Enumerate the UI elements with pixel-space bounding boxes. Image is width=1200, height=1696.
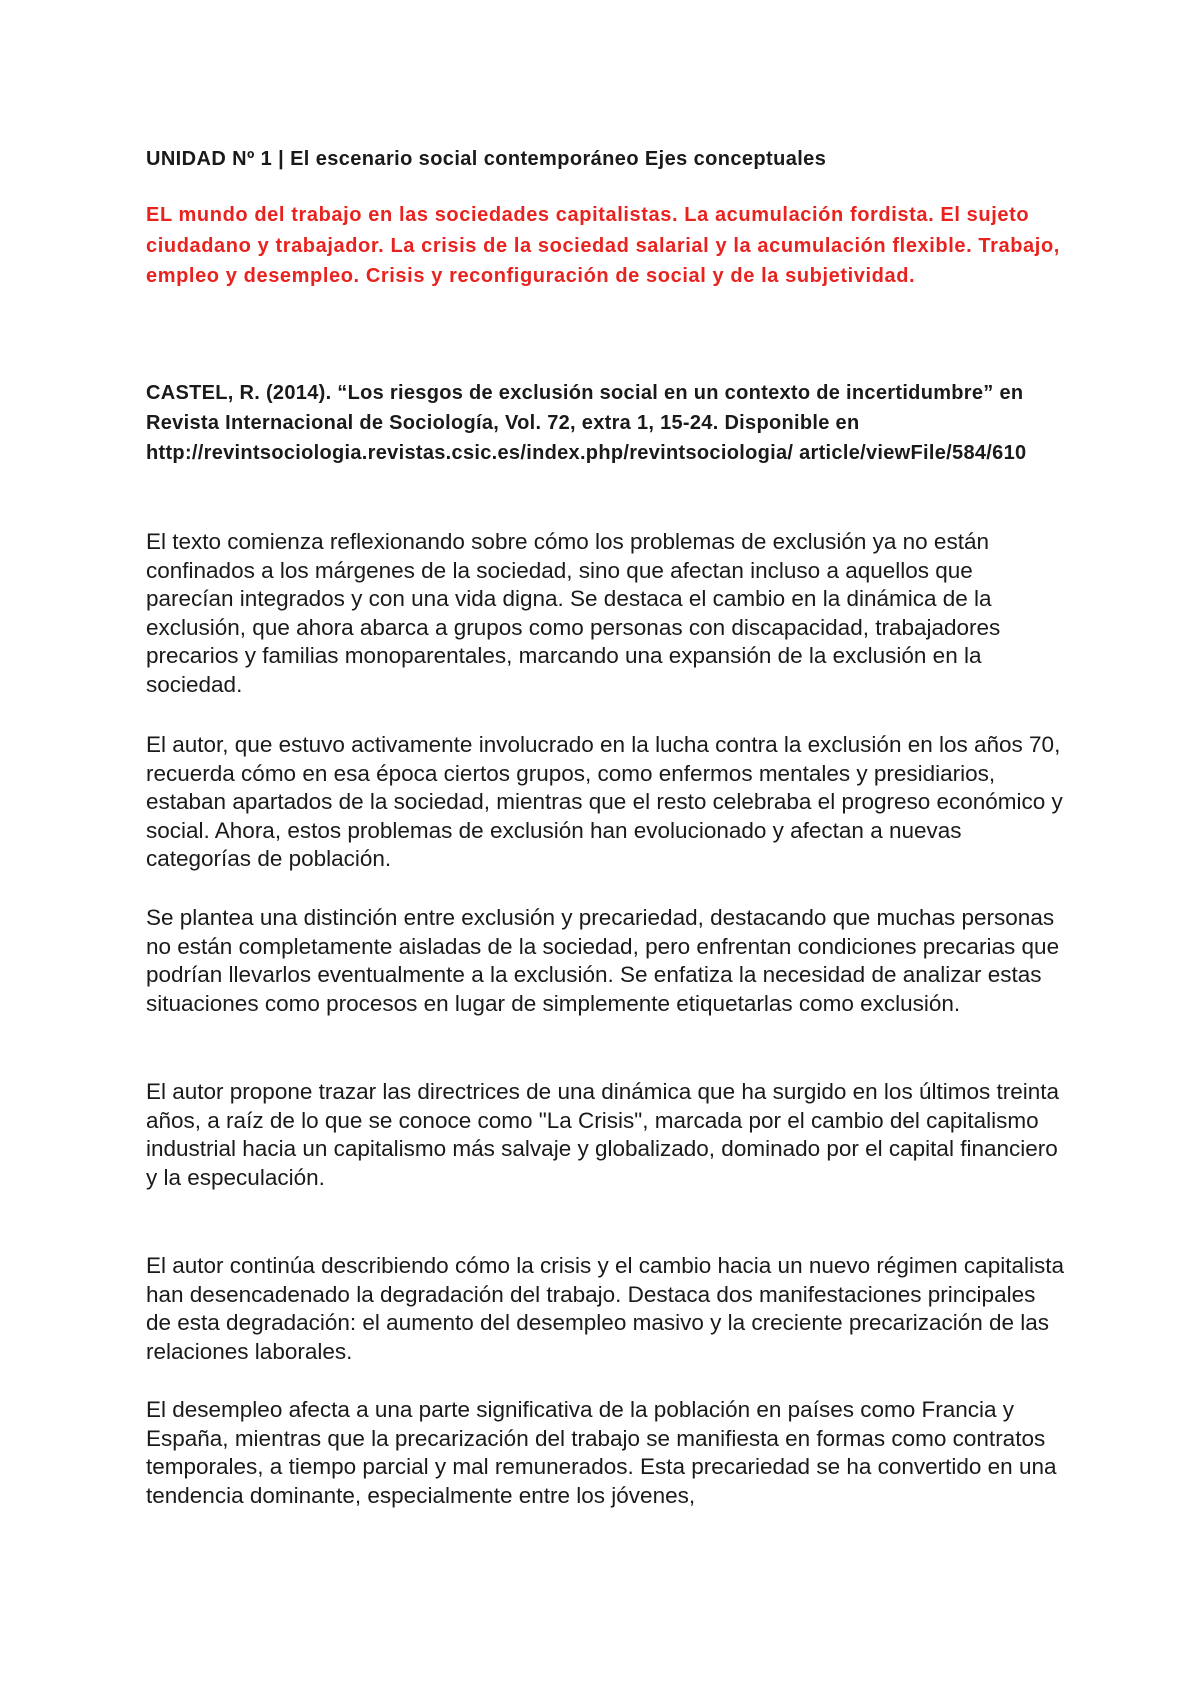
body-paragraph-6: El desempleo afecta a una parte significativa de la población en países como Francia y España, mientras que la precarización del trabajo se manifiesta en formas como contratos temporales, a tiempo parcial y mal remunerados. Esta precariedad se ha convertido en una tendencia dominante, especialmente entre los jóvenes, xyxy=(146,1397,1057,1508)
body-paragraph-5: El autor continúa describiendo cómo la crisis y el cambio hacia un nuevo régimen capitalista han desencadenado la degradación del trabajo. Destaca dos manifestaciones principales de esta degradación: el aumento del desempleo masivo y la creciente precarización de las relaciones laborales. xyxy=(146,1253,1064,1364)
body-paragraph-4: El autor propone trazar las directrices de una dinámica que ha surgido en los últimos treinta años, a raíz de lo que se conoce como "La Crisis", marcada por el cambio del capitalismo industrial hacia un capitalismo más salvaje y globalizado, dominado por el capital financiero y la especulación. xyxy=(146,1079,1059,1190)
body-paragraph-2: El autor, que estuvo activamente involucrado en la lucha contra la exclusión en los años 70, recuerda cómo en esa época ciertos grupos, como enfermos mentales y presidiarios, estaban apartados de la sociedad, mientras que el resto celebraba el progreso económico y social. Ahora, estos problemas de exclusión han evolucionado y afectan a nuevas categorías de población. xyxy=(146,732,1063,871)
unit-title: UNIDAD Nº 1 | El escenario social contemporáneo Ejes conceptuales xyxy=(146,148,827,170)
unit-topics: EL mundo del trabajo en las sociedades capitalistas. La acumulación fordista. El sujeto ciudadano y trabajador. La crisis de la sociedad salarial y la acumulación flexible. Trabajo, empleo y desempleo. Crisis y reconfiguración de social y de la subjetividad. xyxy=(146,204,1060,287)
bibliographic-reference: CASTEL, R. (2014). “Los riesgos de exclusión social en un contexto de incertidumbre” en Revista Internacional de Sociología, Vol. 72, extra 1, 15-24. Disponible en http://revintsociologia.revistas.csic.es/index.php/revintsociologia/ article/viewFile/584/610 xyxy=(146,382,1027,464)
body-paragraph-3: Se plantea una distinción entre exclusión y precariedad, destacando que muchas personas no están completamente aisladas de la sociedad, pero enfrentan condiciones precarias que podrían llevarlos eventualmente a la exclusión. Se enfatiza la necesidad de analizar estas situaciones como procesos en lugar de simplemente etiquetarlas como exclusión. xyxy=(146,905,1060,1016)
body-paragraph-1: El texto comienza reflexionando sobre cómo los problemas de exclusión ya no están confinados a los márgenes de la sociedad, sino que afectan incluso a aquellos que parecían integrados y con una vida digna. Se destaca el cambio en la dinámica de la exclusión, que ahora abarca a grupos como personas con discapacidad, trabajadores precarios y familias monoparentales, marcando una expansión de la exclusión en la sociedad. xyxy=(146,529,1001,697)
document-page xyxy=(146,0,1066,1696)
